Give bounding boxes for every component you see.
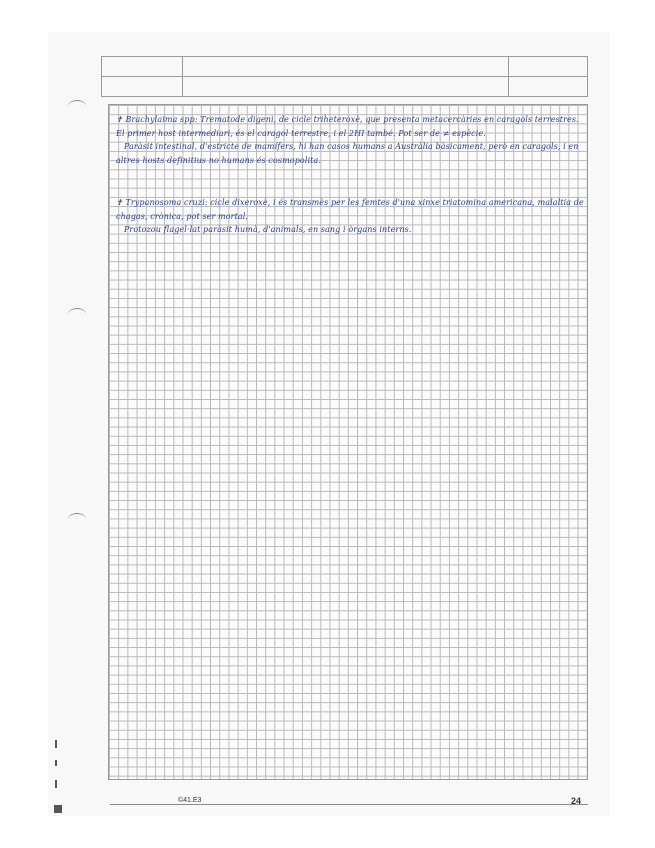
header-table-column-divider [182,57,183,96]
handwritten-note-trypanosoma: ✝ Trypanosoma cruzi: cicle dixeroxè, i és transmès per les femtes d'una xinxe triatomina americana, malaltia de chagas, crònica, pot ser mortal. Protozou flagel·lat paràsit humà, d'animals, en sang i òrgans interns. [116,198,584,234]
scan-edge-mark [55,760,57,766]
binder-hole-icon [68,100,86,113]
header-table-column-divider [508,57,509,96]
header-table [101,56,588,97]
header-table-row-divider [102,76,587,77]
scan-edge-mark [55,740,57,748]
scan-edge-mark [55,780,57,788]
footer-rule [110,804,588,805]
binder-hole-icon [68,513,86,526]
handwritten-note-brachylaima: ✝ Brachylaima spp: Trematode digeni, de cicle triheteroxè, que presenta metacercàries en caragols terrestres. El primer host intermediari, és el caragol terrestre, i el 2HI també. Pot ser de ≠ espècie. Paràsit intestinal, d'estricte de mamífers, hi han casos humans a Austràlia bàsicament, però en caragols, i en altres hosts definitius no humans és cosmopolita. [116,115,579,165]
page-number: 24 [571,796,582,806]
binder-hole-icon [68,308,86,321]
scan-edge-mark [54,805,62,813]
footer-mark: ©41.E3 [178,797,202,804]
